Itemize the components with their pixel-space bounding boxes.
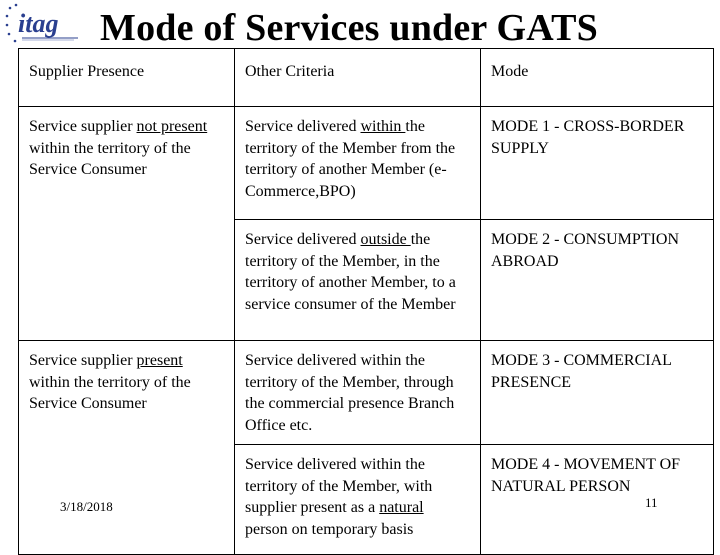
- table-row: [19, 341, 714, 445]
- supplier-cell-empty: [19, 445, 235, 555]
- itag-logo: [4, 2, 84, 48]
- logo-star-icon: [8, 33, 11, 36]
- slide-date: 3/18/2018: [60, 499, 113, 514]
- logo-star-icon: [15, 4, 18, 7]
- supplier-cell-empty: [19, 220, 235, 341]
- header-supplier-presence: Supplier Presence: [19, 49, 235, 107]
- emphasis-outside: outside: [360, 231, 411, 248]
- slide-title: Mode of Services under GATS: [100, 7, 598, 49]
- mode-cell: MODE 1 - CROSS-BORDER SUPPLY: [481, 107, 714, 220]
- emphasis-natural: natural: [379, 499, 424, 516]
- gats-modes-table: [18, 48, 714, 555]
- table-header-row: [19, 49, 714, 107]
- slide-page-number: 11: [645, 495, 658, 510]
- logo-star-icon: [6, 24, 9, 27]
- emphasis-present: present: [136, 352, 183, 369]
- supplier-cell: Service supplier present within the territory of the Service Consumer: [19, 341, 235, 445]
- mode-cell: MODE 2 - CONSUMPTION ABROAD: [481, 220, 714, 341]
- criteria-cell: Service delivered outside the territory of the Member, in the territory of another Member, to a service consumer of the Member: [235, 220, 481, 341]
- emphasis-within: within: [360, 118, 406, 135]
- mode-cell: MODE 4 - MOVEMENT OF NATURAL PERSON: [481, 445, 714, 555]
- table-row: [19, 445, 714, 555]
- header-mode: Mode: [481, 49, 714, 107]
- logo-star-icon: [6, 15, 9, 18]
- header-other-criteria: Other Criteria: [235, 49, 481, 107]
- emphasis-not-present: not present: [136, 118, 208, 135]
- logo-star-icon: [14, 40, 17, 43]
- mode-cell: MODE 3 - COMMERCIAL PRESENCE: [481, 341, 714, 445]
- table-row: [19, 107, 714, 220]
- criteria-cell: Service delivered within the territory of the Member from the territory of another Member (e- Commerce,BPO): [235, 107, 481, 220]
- criteria-cell: Service delivered within the territory of the Member, through the commercial presence Branch Office etc.: [235, 341, 481, 445]
- logo-wordmark: itag: [18, 9, 59, 38]
- supplier-cell: Service supplier not present within the territory of the Service Consumer: [19, 107, 235, 220]
- criteria-cell: Service delivered within the territory of the Member, with supplier present as a natural person on temporary basis: [235, 445, 481, 555]
- table-row: [19, 220, 714, 341]
- logo-star-icon: [9, 7, 12, 10]
